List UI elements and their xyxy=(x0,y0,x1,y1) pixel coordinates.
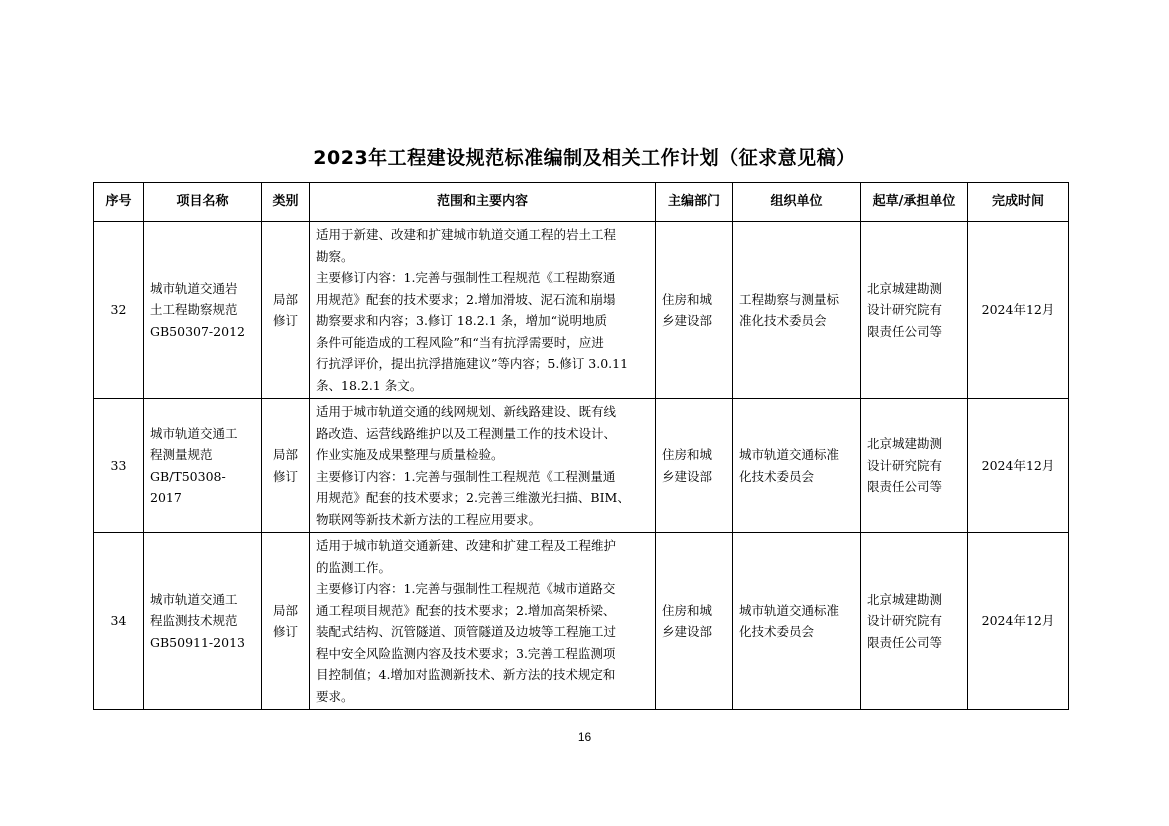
content-line: 路改造、运营线路维护以及工程测量工作的技术设计、 xyxy=(316,425,617,441)
content-line: 勘察要求和内容；3.修订 18.2.1 条，增加“说明地质 xyxy=(316,313,608,328)
content-line: 勘察。 xyxy=(316,248,354,264)
table-header-row xyxy=(94,183,1069,222)
project-name-line: 程监测技术规范 xyxy=(150,613,238,629)
table-row xyxy=(94,533,1069,710)
content-line: 作业实施及成果整理与质量检验。 xyxy=(316,447,504,462)
org-cell xyxy=(733,399,861,533)
completion-time-cell: 2024年12月 xyxy=(968,533,1069,710)
project-name-line: 城市轨道交通工 xyxy=(150,425,238,441)
content-line: 条件可能造成的工程风险”和“当有抗浮需要时，应进 xyxy=(316,334,604,350)
serial-number-cell: 34 xyxy=(94,533,144,710)
content-line: 要求。 xyxy=(316,688,354,704)
drafter-cell xyxy=(861,533,968,710)
project-name-line: 城市轨道交通岩 xyxy=(150,280,238,296)
drafter-line: 设计研究院有 xyxy=(867,302,943,318)
category-line: 局部 xyxy=(272,602,298,618)
dept-line: 住房和城 xyxy=(662,602,713,618)
drafter-line: 北京城建勘测 xyxy=(867,591,943,607)
dept-line: 住房和城 xyxy=(662,447,713,462)
header-cell: 范围和主要内容 xyxy=(310,183,656,222)
project-name-cell xyxy=(144,533,262,710)
content-line: 行抗浮评价，提出抗浮措施建议”等内容；5.修订 3.0.11 xyxy=(316,356,629,371)
serial-number-cell: 32 xyxy=(94,222,144,399)
content-cell xyxy=(310,399,656,533)
content-line: 条、18.2.1 条文。 xyxy=(316,377,423,393)
org-line: 准化技术委员会 xyxy=(739,313,827,328)
content-line: 适用于城市轨道交通新建、改建和扩建工程及工程维护 xyxy=(316,538,617,553)
org-line: 化技术委员会 xyxy=(739,624,815,639)
page-number: 16 xyxy=(577,730,592,744)
content-line: 用规范》配套的技术要求；2.增加滑坡、泥石流和崩塌 xyxy=(316,291,616,307)
category-line: 修订 xyxy=(272,313,298,328)
content-line: 主要修订内容：1.完善与强制性工程规范《工程勘察通 xyxy=(316,270,616,285)
category-cell xyxy=(262,533,310,710)
header-cell: 完成时间 xyxy=(968,183,1069,222)
header-cell: 组织单位 xyxy=(733,183,861,222)
plan-table xyxy=(93,182,1069,710)
content-line: 程中安全风险监测内容及技术要求；3.完善工程监测项 xyxy=(316,645,616,661)
drafter-cell xyxy=(861,399,968,533)
drafter-line: 北京城建勘测 xyxy=(867,280,943,296)
org-line: 城市轨道交通标准 xyxy=(739,447,840,462)
project-name-line: 土工程勘察规范 xyxy=(150,302,238,318)
org-cell xyxy=(733,533,861,710)
project-code-line: GB50307-2012 xyxy=(150,323,245,339)
drafter-cell xyxy=(861,222,968,399)
completion-time-cell: 2024年12月 xyxy=(968,222,1069,399)
dept-cell xyxy=(656,399,733,533)
header-cell: 主编部门 xyxy=(656,183,733,222)
drafter-line: 限责任公司等 xyxy=(867,634,943,650)
drafter-line: 限责任公司等 xyxy=(867,479,943,495)
document-title: 2023年工程建设规范标准编制及相关工作计划（征求意见稿） xyxy=(313,147,856,169)
project-code-line: GB/T50308-2017 xyxy=(150,468,226,505)
completion-time-cell: 2024年12月 xyxy=(968,399,1069,533)
org-line: 化技术委员会 xyxy=(739,468,815,484)
dept-cell xyxy=(656,533,733,710)
header-cell: 序号 xyxy=(94,183,144,222)
category-line: 修订 xyxy=(272,624,298,639)
content-line: 目控制值；4.增加对监测新技术、新方法的技术规定和 xyxy=(316,667,616,682)
dept-line: 乡建设部 xyxy=(662,313,713,328)
category-line: 修订 xyxy=(272,468,298,484)
content-line: 适用于城市轨道交通的线网规划、新线路建设、既有线 xyxy=(316,404,617,419)
content-line: 主要修订内容：1.完善与强制性工程规范《工程测量通 xyxy=(316,468,616,484)
content-line: 主要修订内容：1.完善与强制性工程规范《城市道路交 xyxy=(316,581,616,596)
table-row xyxy=(94,399,1069,533)
header-cell: 起草/承担单位 xyxy=(861,183,968,222)
table-row xyxy=(94,222,1069,399)
project-code-line: GB50911-2013 xyxy=(150,634,245,650)
content-line: 装配式结构、沉管隧道、顶管隧道及边坡等工程施工过 xyxy=(316,624,617,639)
project-name-line: 程测量规范 xyxy=(150,447,213,462)
dept-cell xyxy=(656,222,733,399)
content-cell xyxy=(310,533,656,710)
project-name-line: 城市轨道交通工 xyxy=(150,591,238,607)
header-cell: 项目名称 xyxy=(144,183,262,222)
content-line: 用规范》配套的技术要求；2.完善三维激光扫描、BIM、 xyxy=(316,490,630,505)
project-name-cell xyxy=(144,399,262,533)
content-line: 的监测工作。 xyxy=(316,559,392,575)
drafter-line: 限责任公司等 xyxy=(867,323,943,339)
category-line: 局部 xyxy=(272,447,298,462)
category-line: 局部 xyxy=(272,291,298,307)
project-name-cell xyxy=(144,222,262,399)
org-line: 城市轨道交通标准 xyxy=(739,602,840,618)
org-line: 工程勘察与测量标 xyxy=(739,291,840,307)
content-line: 适用于新建、改建和扩建城市轨道交通工程的岩土工程 xyxy=(316,227,617,242)
serial-number-cell: 33 xyxy=(94,399,144,533)
category-cell xyxy=(262,399,310,533)
category-cell xyxy=(262,222,310,399)
drafter-line: 北京城建勘测 xyxy=(867,436,943,452)
content-cell xyxy=(310,222,656,399)
dept-line: 乡建设部 xyxy=(662,468,713,484)
dept-line: 乡建设部 xyxy=(662,624,713,639)
content-line: 通工程项目规范》配套的技术要求；2.增加高架桥梁、 xyxy=(316,602,616,618)
drafter-line: 设计研究院有 xyxy=(867,457,943,473)
dept-line: 住房和城 xyxy=(662,291,713,307)
content-line: 物联网等新技术新方法的工程应用要求。 xyxy=(316,511,542,527)
drafter-line: 设计研究院有 xyxy=(867,613,943,629)
org-cell xyxy=(733,222,861,399)
header-cell: 类别 xyxy=(262,183,310,222)
